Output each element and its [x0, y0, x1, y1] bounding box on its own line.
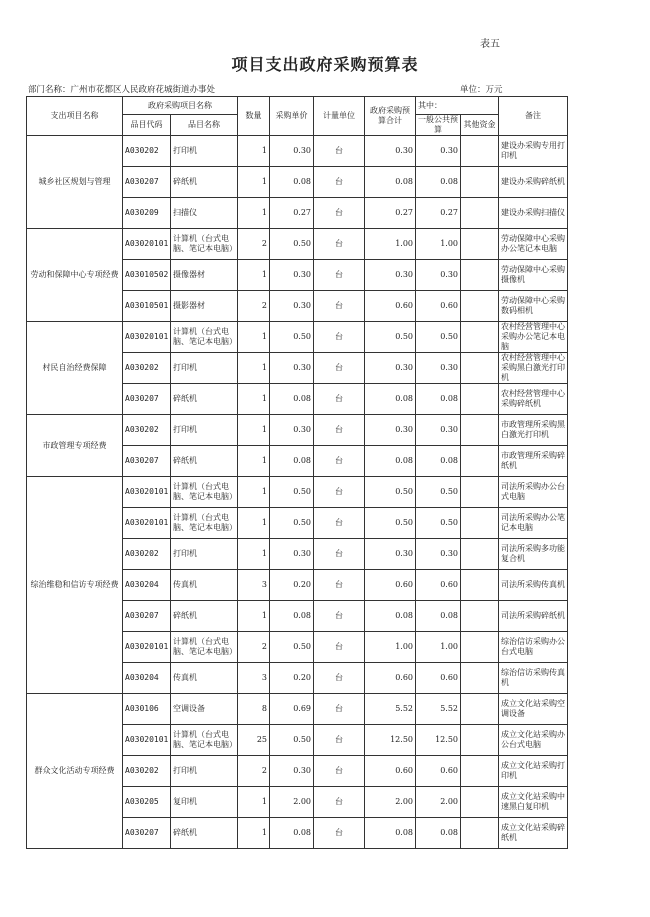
item-code-cell: A030209 — [123, 198, 171, 229]
unit-price-cell: 0.50 — [270, 229, 314, 260]
general-budget-cell: 0.30 — [416, 260, 461, 291]
header-item: 品目名称 — [171, 115, 238, 136]
other-funds-cell — [461, 601, 499, 632]
item-code-cell: A030207 — [123, 446, 171, 477]
item-code-cell: A03020101 — [123, 477, 171, 508]
unit-price-cell: 0.30 — [270, 353, 314, 384]
other-funds-cell — [461, 415, 499, 446]
budget-total-cell: 0.08 — [365, 818, 416, 849]
budget-total-cell: 0.08 — [365, 601, 416, 632]
general-budget-cell: 0.50 — [416, 322, 461, 353]
other-funds-cell — [461, 632, 499, 663]
other-funds-cell — [461, 787, 499, 818]
general-budget-cell: 0.60 — [416, 756, 461, 787]
item-name-cell: 计算机（台式电脑、笔记本电脑） — [171, 477, 238, 508]
header-code: 品目代码 — [123, 115, 171, 136]
unit-price-cell: 0.08 — [270, 818, 314, 849]
budget-total-cell: 0.60 — [365, 756, 416, 787]
general-budget-cell: 5.52 — [416, 694, 461, 725]
item-name-cell: 传真机 — [171, 570, 238, 601]
remark-cell: 司法所采购办公台式电脑 — [499, 477, 568, 508]
item-name-cell: 碎纸机 — [171, 384, 238, 415]
budget-total-cell: 0.30 — [365, 539, 416, 570]
measure-unit-cell: 台 — [314, 477, 365, 508]
other-funds-cell — [461, 539, 499, 570]
item-name-cell: 碎纸机 — [171, 601, 238, 632]
item-code-cell: A030202 — [123, 353, 171, 384]
quantity-cell: 1 — [238, 477, 270, 508]
general-budget-cell: 0.60 — [416, 663, 461, 694]
item-code-cell: A030106 — [123, 694, 171, 725]
general-budget-cell: 0.30 — [416, 415, 461, 446]
item-code-cell: A030204 — [123, 570, 171, 601]
table-row — [27, 694, 568, 725]
project-name-cell: 劳动和保障中心专项经费 — [27, 229, 123, 322]
measure-unit-cell: 台 — [314, 508, 365, 539]
other-funds-cell — [461, 725, 499, 756]
other-funds-cell — [461, 136, 499, 167]
measure-unit-cell: 台 — [314, 167, 365, 198]
general-budget-cell: 0.60 — [416, 291, 461, 322]
item-name-cell: 计算机（台式电脑、笔记本电脑） — [171, 229, 238, 260]
unit-price-cell: 0.08 — [270, 384, 314, 415]
unit-price-cell: 0.30 — [270, 136, 314, 167]
item-name-cell: 打印机 — [171, 415, 238, 446]
budget-total-cell: 0.50 — [365, 508, 416, 539]
general-budget-cell: 1.00 — [416, 632, 461, 663]
measure-unit-cell: 台 — [314, 446, 365, 477]
item-code-cell: A030207 — [123, 818, 171, 849]
general-budget-cell: 0.08 — [416, 601, 461, 632]
item-code-cell: A030207 — [123, 384, 171, 415]
department-name: 部门名称：广州市花都区人民政府花城街道办事处 — [28, 85, 216, 95]
remark-cell: 成立文化站采购碎纸机 — [499, 818, 568, 849]
unit-price-cell: 0.20 — [270, 570, 314, 601]
table-row — [27, 415, 568, 446]
header-catalog: 政府采购项目名称 — [123, 97, 238, 115]
remark-cell: 劳动保障中心采购办公笔记本电脑 — [499, 229, 568, 260]
item-code-cell: A03010502 — [123, 260, 171, 291]
item-code-cell: A030202 — [123, 136, 171, 167]
other-funds-cell — [461, 570, 499, 601]
other-funds-cell — [461, 229, 499, 260]
other-funds-cell — [461, 322, 499, 353]
general-budget-cell: 0.30 — [416, 539, 461, 570]
other-funds-cell — [461, 477, 499, 508]
unit-price-cell: 2.00 — [270, 787, 314, 818]
table-header — [27, 97, 568, 136]
measure-unit-cell: 台 — [314, 632, 365, 663]
item-name-cell: 摄影器材 — [171, 291, 238, 322]
remark-cell: 司法所采购办公笔记本电脑 — [499, 508, 568, 539]
measure-unit-cell: 台 — [314, 539, 365, 570]
project-name-cell: 市政管理专项经费 — [27, 415, 123, 477]
other-funds-cell — [461, 167, 499, 198]
project-name-cell: 城乡社区规划与管理 — [27, 136, 123, 229]
item-name-cell: 摄像器材 — [171, 260, 238, 291]
measure-unit-cell: 台 — [314, 136, 365, 167]
item-name-cell: 计算机（台式电脑、笔记本电脑） — [171, 725, 238, 756]
item-name-cell: 计算机（台式电脑、笔记本电脑） — [171, 508, 238, 539]
other-funds-cell — [461, 756, 499, 787]
quantity-cell: 2 — [238, 756, 270, 787]
remark-cell: 劳动保障中心采购数码相机 — [499, 291, 568, 322]
general-budget-cell: 1.00 — [416, 229, 461, 260]
remark-cell: 农村经营管理中心采购办公笔记本电脑 — [499, 322, 568, 353]
general-budget-cell: 0.60 — [416, 570, 461, 601]
table-row — [27, 322, 568, 353]
general-budget-cell: 0.27 — [416, 198, 461, 229]
unit-price-cell: 0.30 — [270, 415, 314, 446]
header-general: 一般公共预算 — [416, 115, 461, 136]
unit-price-cell: 0.50 — [270, 632, 314, 663]
item-code-cell: A03010501 — [123, 291, 171, 322]
unit-price-cell: 0.27 — [270, 198, 314, 229]
quantity-cell: 3 — [238, 570, 270, 601]
item-code-cell: A03020101 — [123, 322, 171, 353]
unit-price-cell: 0.30 — [270, 539, 314, 570]
remark-cell: 司法所采购多功能复合机 — [499, 539, 568, 570]
budget-total-cell: 0.50 — [365, 477, 416, 508]
other-funds-cell — [461, 508, 499, 539]
measure-unit-cell: 台 — [314, 601, 365, 632]
other-funds-cell — [461, 663, 499, 694]
table-row — [27, 477, 568, 508]
quantity-cell: 1 — [238, 198, 270, 229]
unit-price-cell: 0.50 — [270, 477, 314, 508]
item-name-cell: 碎纸机 — [171, 167, 238, 198]
budget-total-cell: 0.08 — [365, 167, 416, 198]
quantity-cell: 1 — [238, 446, 270, 477]
quantity-cell: 1 — [238, 415, 270, 446]
remark-cell: 司法所采购碎纸机 — [499, 601, 568, 632]
measure-unit-cell: 台 — [314, 291, 365, 322]
quantity-cell: 1 — [238, 384, 270, 415]
remark-cell: 建设办采购碎纸机 — [499, 167, 568, 198]
header-note: 备注 — [499, 97, 568, 136]
unit-price-cell: 0.69 — [270, 694, 314, 725]
unit-price-cell: 0.20 — [270, 663, 314, 694]
unit-price-cell: 0.50 — [270, 322, 314, 353]
remark-cell: 综治信访采购传真机 — [499, 663, 568, 694]
general-budget-cell: 0.08 — [416, 446, 461, 477]
budget-total-cell: 5.52 — [365, 694, 416, 725]
budget-total-cell: 0.60 — [365, 663, 416, 694]
other-funds-cell — [461, 694, 499, 725]
measure-unit-cell: 台 — [314, 787, 365, 818]
budget-total-cell: 0.60 — [365, 570, 416, 601]
general-budget-cell: 0.08 — [416, 167, 461, 198]
quantity-cell: 8 — [238, 694, 270, 725]
remark-cell: 建设办采购专用打印机 — [499, 136, 568, 167]
other-funds-cell — [461, 384, 499, 415]
item-name-cell: 打印机 — [171, 136, 238, 167]
quantity-cell: 25 — [238, 725, 270, 756]
other-funds-cell — [461, 291, 499, 322]
measure-unit-cell: 台 — [314, 756, 365, 787]
page-label: 表五 — [480, 39, 500, 50]
measure-unit-cell: 台 — [314, 353, 365, 384]
quantity-cell: 2 — [238, 229, 270, 260]
budget-total-cell: 0.08 — [365, 446, 416, 477]
general-budget-cell: 0.08 — [416, 384, 461, 415]
quantity-cell: 1 — [238, 539, 270, 570]
header-other: 其他资金 — [461, 115, 499, 136]
quantity-cell: 1 — [238, 508, 270, 539]
item-name-cell: 打印机 — [171, 353, 238, 384]
item-code-cell: A03020101 — [123, 508, 171, 539]
item-name-cell: 空调设备 — [171, 694, 238, 725]
measure-unit-cell: 台 — [314, 260, 365, 291]
budget-total-cell: 1.00 — [365, 632, 416, 663]
header-of-which: 其中： — [416, 97, 499, 115]
quantity-cell: 1 — [238, 260, 270, 291]
quantity-cell: 2 — [238, 291, 270, 322]
item-name-cell: 计算机（台式电脑、笔记本电脑） — [171, 322, 238, 353]
header-total: 政府采购预算合计 — [365, 97, 416, 136]
remark-cell: 市政管理所采购碎纸机 — [499, 446, 568, 477]
quantity-cell: 1 — [238, 353, 270, 384]
item-name-cell: 传真机 — [171, 663, 238, 694]
budget-total-cell: 2.00 — [365, 787, 416, 818]
quantity-cell: 3 — [238, 663, 270, 694]
table-row — [27, 136, 568, 167]
measure-unit-cell: 台 — [314, 663, 365, 694]
quantity-cell: 1 — [238, 818, 270, 849]
remark-cell: 司法所采购传真机 — [499, 570, 568, 601]
header-project: 支出项目名称 — [27, 97, 123, 136]
document-title: 项目支出政府采购预算表 — [231, 55, 419, 74]
item-code-cell: A030207 — [123, 601, 171, 632]
item-name-cell: 碎纸机 — [171, 818, 238, 849]
unit-price-cell: 0.08 — [270, 446, 314, 477]
header-qty: 数量 — [238, 97, 270, 136]
unit-price-cell: 0.50 — [270, 725, 314, 756]
item-code-cell: A030202 — [123, 539, 171, 570]
project-name-cell: 群众文化活动专项经费 — [27, 694, 123, 849]
quantity-cell: 2 — [238, 632, 270, 663]
budget-total-cell: 0.27 — [365, 198, 416, 229]
remark-cell: 综治信访采购办公台式电脑 — [499, 632, 568, 663]
project-name-cell: 综治维稳和信访专项经费 — [27, 477, 123, 694]
header-price: 采购单价 — [270, 97, 314, 136]
item-name-cell: 打印机 — [171, 756, 238, 787]
other-funds-cell — [461, 260, 499, 291]
item-name-cell: 打印机 — [171, 539, 238, 570]
remark-cell: 成立文化站采购中速黑白复印机 — [499, 787, 568, 818]
general-budget-cell: 0.50 — [416, 508, 461, 539]
quantity-cell: 1 — [238, 787, 270, 818]
general-budget-cell: 12.50 — [416, 725, 461, 756]
measure-unit-cell: 台 — [314, 694, 365, 725]
item-code-cell: A030207 — [123, 167, 171, 198]
general-budget-cell: 0.30 — [416, 136, 461, 167]
general-budget-cell: 0.50 — [416, 477, 461, 508]
budget-total-cell: 0.60 — [365, 291, 416, 322]
item-name-cell: 碎纸机 — [171, 446, 238, 477]
item-code-cell: A03020101 — [123, 725, 171, 756]
item-code-cell: A030202 — [123, 415, 171, 446]
item-name-cell: 计算机（台式电脑、笔记本电脑） — [171, 632, 238, 663]
unit-label: 单位：万元 — [460, 85, 503, 95]
measure-unit-cell: 台 — [314, 818, 365, 849]
other-funds-cell — [461, 353, 499, 384]
remark-cell: 成立文化站采购办公台式电脑 — [499, 725, 568, 756]
budget-total-cell: 12.50 — [365, 725, 416, 756]
project-name-cell: 村民自治经费保障 — [27, 322, 123, 415]
header-unit: 计量单位 — [314, 97, 365, 136]
general-budget-cell: 0.08 — [416, 818, 461, 849]
remark-cell: 农村经营管理中心采购碎纸机 — [499, 384, 568, 415]
measure-unit-cell: 台 — [314, 322, 365, 353]
budget-total-cell: 0.30 — [365, 136, 416, 167]
quantity-cell: 1 — [238, 136, 270, 167]
general-budget-cell: 0.30 — [416, 353, 461, 384]
remark-cell: 农村经营管理中心采购黑白激光打印机 — [499, 353, 568, 384]
remark-cell: 劳动保障中心采购摄像机 — [499, 260, 568, 291]
budget-total-cell: 0.30 — [365, 260, 416, 291]
item-code-cell: A030202 — [123, 756, 171, 787]
procurement-budget-table — [26, 96, 568, 849]
measure-unit-cell: 台 — [314, 229, 365, 260]
general-budget-cell: 2.00 — [416, 787, 461, 818]
quantity-cell: 1 — [238, 167, 270, 198]
unit-price-cell: 0.30 — [270, 756, 314, 787]
unit-price-cell: 0.08 — [270, 601, 314, 632]
item-name-cell: 复印机 — [171, 787, 238, 818]
remark-cell: 市政管理所采购黑白激光打印机 — [499, 415, 568, 446]
item-name-cell: 扫描仪 — [171, 198, 238, 229]
remark-cell: 建设办采购扫描仪 — [499, 198, 568, 229]
other-funds-cell — [461, 818, 499, 849]
other-funds-cell — [461, 198, 499, 229]
budget-total-cell: 0.30 — [365, 415, 416, 446]
budget-total-cell: 0.50 — [365, 322, 416, 353]
measure-unit-cell: 台 — [314, 384, 365, 415]
other-funds-cell — [461, 446, 499, 477]
quantity-cell: 1 — [238, 322, 270, 353]
remark-cell: 成立文化站采购打印机 — [499, 756, 568, 787]
measure-unit-cell: 台 — [314, 415, 365, 446]
quantity-cell: 1 — [238, 601, 270, 632]
item-code-cell: A030205 — [123, 787, 171, 818]
table-body — [27, 136, 568, 849]
item-code-cell: A03020101 — [123, 229, 171, 260]
unit-price-cell: 0.30 — [270, 260, 314, 291]
measure-unit-cell: 台 — [314, 570, 365, 601]
budget-total-cell: 0.30 — [365, 353, 416, 384]
measure-unit-cell: 台 — [314, 198, 365, 229]
item-code-cell: A030204 — [123, 663, 171, 694]
measure-unit-cell: 台 — [314, 725, 365, 756]
table-row — [27, 229, 568, 260]
budget-total-cell: 1.00 — [365, 229, 416, 260]
budget-total-cell: 0.08 — [365, 384, 416, 415]
item-code-cell: A03020101 — [123, 632, 171, 663]
unit-price-cell: 0.30 — [270, 291, 314, 322]
unit-price-cell: 0.08 — [270, 167, 314, 198]
remark-cell: 成立文化站采购空调设备 — [499, 694, 568, 725]
unit-price-cell: 0.50 — [270, 508, 314, 539]
